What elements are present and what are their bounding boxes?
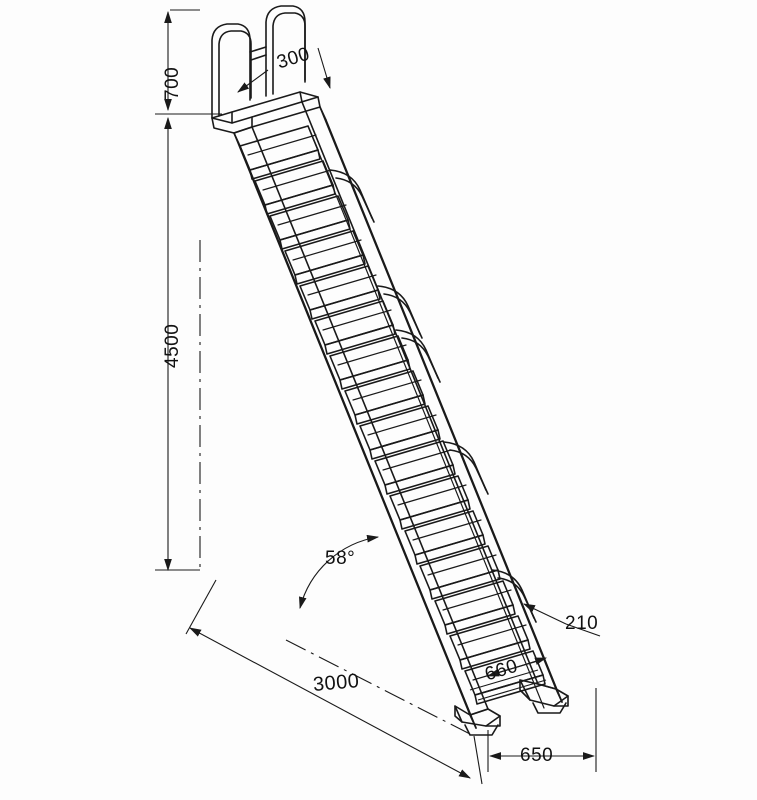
- dim-label-3000: 3000: [312, 670, 361, 696]
- dim-label-650: 650: [520, 745, 554, 766]
- dim-label-4500: 4500: [162, 323, 183, 368]
- tread-nose-line-right: [308, 126, 544, 708]
- handrail-post-left: [212, 24, 250, 118]
- top-platform-edge-2: [300, 92, 302, 102]
- stringer-right-inner-edge: [326, 120, 562, 702]
- dim-label-660: 660: [482, 655, 521, 686]
- handrail-top-link-b: [251, 55, 266, 60]
- dim-label-300: 300: [274, 43, 313, 74]
- riser-brace-group: [248, 135, 541, 680]
- ext-line-3000-start: [186, 580, 216, 634]
- ext-line-3000-end: [474, 736, 482, 784]
- dim-leader-300-right: [318, 48, 330, 88]
- dim-label-58deg: 58°: [325, 548, 356, 569]
- stringer-right-web-top: [320, 107, 326, 120]
- handrail-bracket-1: [330, 170, 372, 218]
- dim-label-210: 210: [565, 613, 599, 634]
- handrail-post-left-inner: [219, 31, 251, 116]
- dim-leader-300-left: [238, 70, 268, 92]
- stringer-left-web-top: [234, 133, 240, 146]
- dimension-lines: [155, 10, 600, 784]
- top-platform-plate: [212, 92, 318, 123]
- tread-group: [240, 126, 545, 704]
- stringer-left-cap-top: [234, 127, 252, 133]
- handrail-top-link-a: [250, 47, 266, 52]
- dim-label-700: 700: [162, 66, 183, 100]
- base-plate-left: [455, 706, 500, 726]
- ladder-geometry: [212, 6, 568, 735]
- tread-nose-line-left: [240, 146, 476, 728]
- stringer-right-outer-inner: [302, 102, 538, 684]
- dim-line-3000: [190, 628, 470, 778]
- dim-leader-210: [524, 604, 566, 624]
